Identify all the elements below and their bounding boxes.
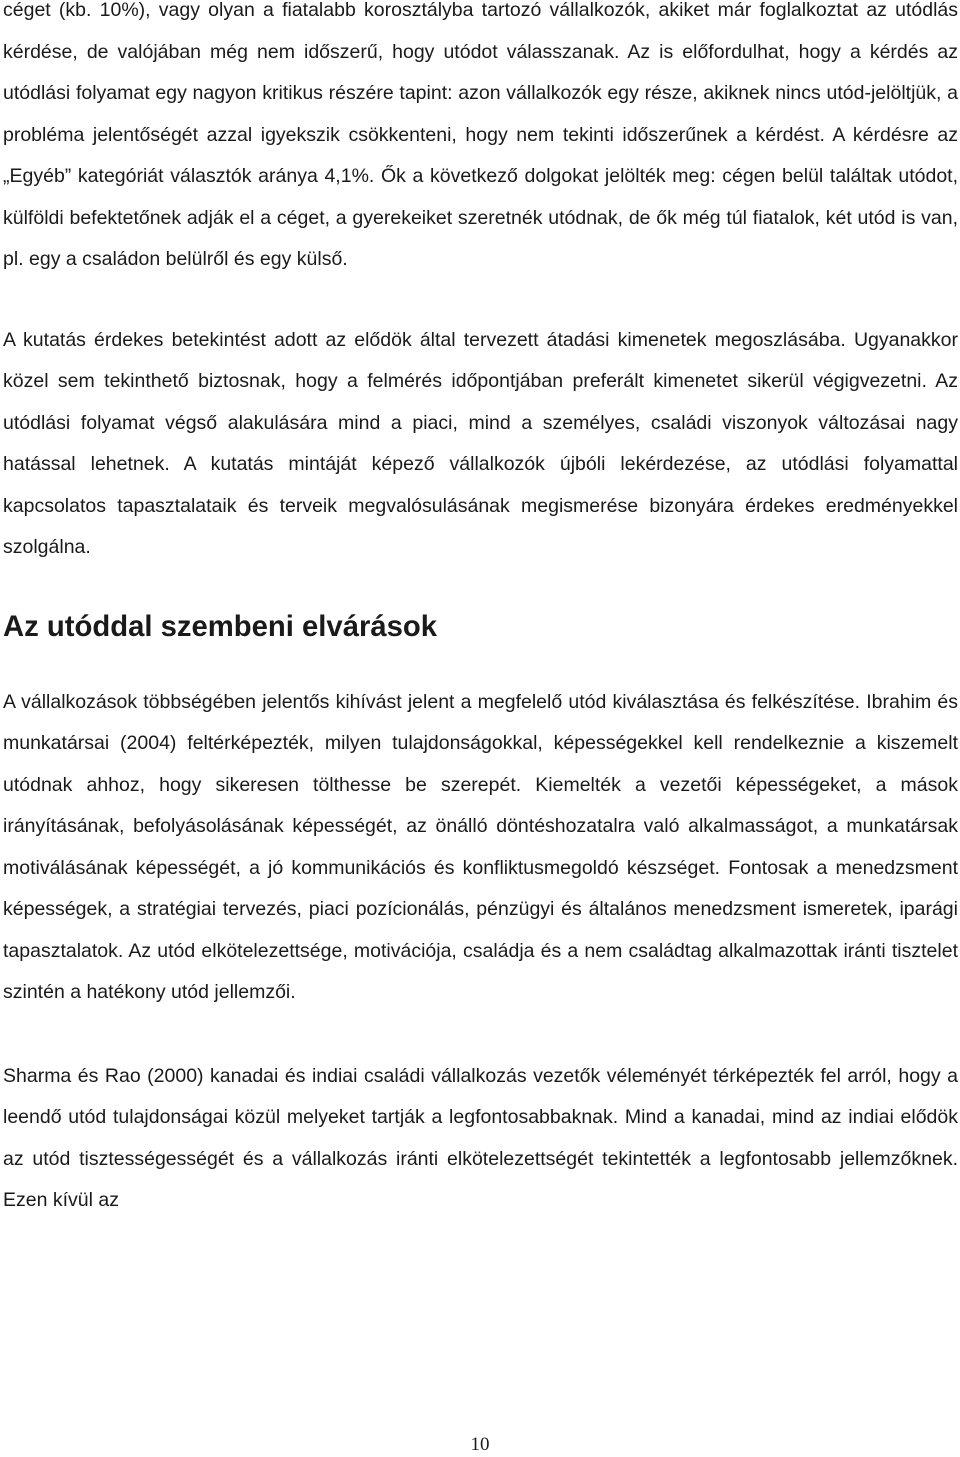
section-heading: Az utóddal szembeni elvárások [3, 610, 438, 643]
page-number: 10 [470, 1434, 490, 1455]
paragraph-successor-qualities: A vállalkozások többségében jelentős kihívást jelent a megfelelő utód kiválasztása és felkészítése. Ibrahim és munkatársai (2004) feltérképezték, milyen tulajdonságokkal, képességekkel kell rendelkeznie a kiszemelt utódnak ahhoz, hogy sikeresen tölthesse be szerepét. Kiemelték a vezetői képességeket, a mások irányításának, befolyásolásának képességét, az önálló döntéshozatalra való alkalmasságot, a munkatársak motiválásának képességét, a jó kommunikációs és konfliktusmegoldó készséget. Fontosak a menedzsment képességek, a stratégiai tervezés, piaci pozícionálás, pénzügyi és általános menedzsment ismeretek, iparági tapasztalatok. Az utód elkötelezettsége, motivációja, családja és a nem családtag alkalmazottak iránti tisztelet szintén a hatékony utód jellemzői. [3, 690, 958, 1003]
paragraph-research-outcomes: A kutatás érdekes betekintést adott az elődök által tervezett átadási kimenetek megoszlásába. Ugyanakkor közel sem tekinthető biztosnak, hogy a felmérés időpontjában preferált kimenetet sikerül végigvezetni. Az utódlási folyamat végső alakulására mind a piaci, mind a személyes, családi viszonyok változásai nagy hatással lehetnek. A kutatás mintáját képező vállalkozók újbóli lekérdezése, az utódlási folyamattal kapcsolatos tapasztalataik és terveik megvalósulásának megismerése bizonyára érdekes eredményekkel szolgálna. [3, 328, 958, 558]
document-page [3, 0, 958, 1222]
paragraph-successor-survey: céget (kb. 10%), vagy olyan a fiatalabb korosztályba tartozó vállalkozók, akiket már foglalkoztat az utódlás kérdése, de valójában még nem időszerű, hogy utódot válasszanak. Az is előfordulhat, hogy a kérdés az utódlási folyamat egy nagyon kritikus részére tapint: azon vállalkozók egy része, akiknek nincs utód-jelöltjük, a probléma jelentőségét azzal igyekszik csökkenteni, hogy nem tekinti időszerűnek a kérdést. A kérdésre az „Egyéb” kategóriát választók aránya 4,1%. Ők a következő dolgokat jelölték meg: cégen belül találtak utódot, külföldi befektetőnek adják el a céget, a gyerekeiket szeretnék utódnak, de ők még túl fiatalok, két utód is van, pl. egy a családon belülről és egy külső. [3, 0, 958, 270]
paragraph-sharma-rao: Sharma és Rao (2000) kanadai és indiai családi vállalkozás vezetők véleményét térképezték fel arról, hogy a leendő utód tulajdonságai közül melyeket tartják a legfontosabbaknak. Mind a kanadai, mind az indiai elődök az utód tisztességességét és a vállalkozás iránti elkötelezettségét tekintették a legfontosabb jellemzőknek. Ezen kívül az [3, 1064, 958, 1211]
